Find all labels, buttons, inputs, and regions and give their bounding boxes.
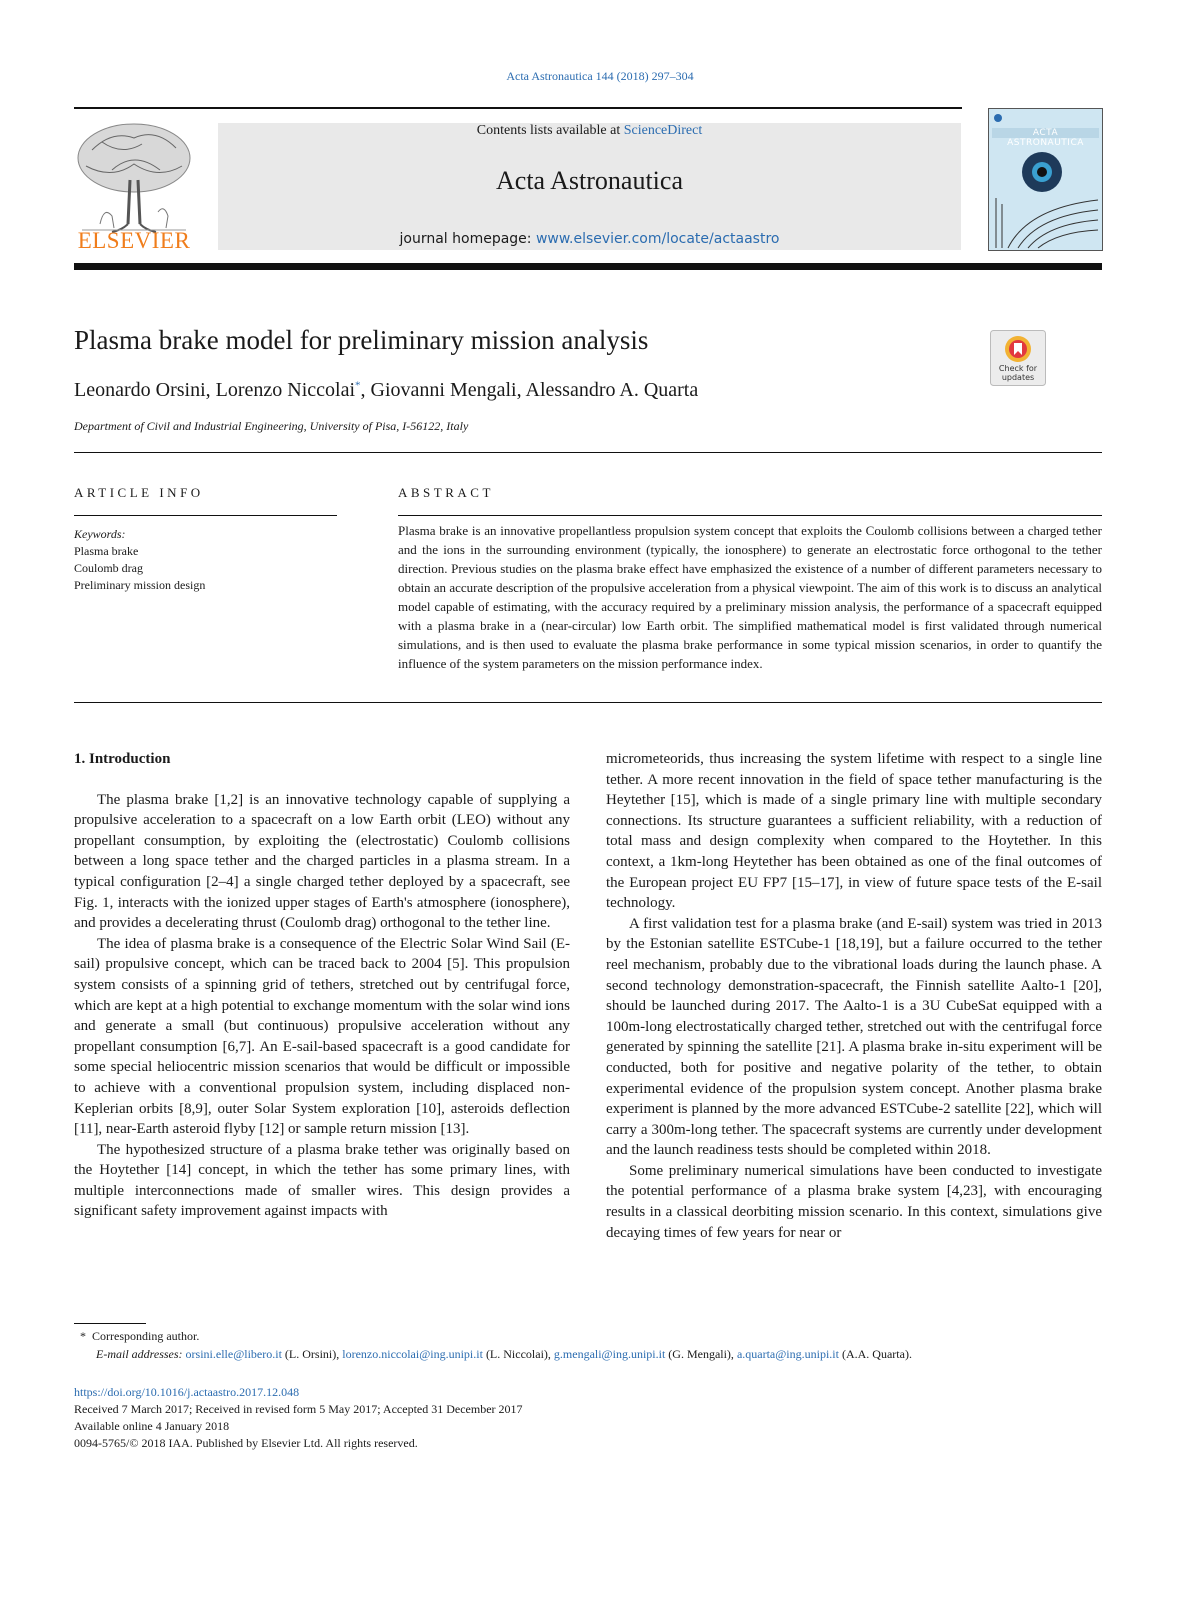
body-column-right [606,749,1102,1243]
divider [398,515,1102,516]
article-title: Plasma brake model for preliminary mission analysis [74,325,649,355]
homepage-link[interactable]: www.elsevier.com/locate/actaastro [535,231,780,247]
journal-citation[interactable]: Acta Astronautica 144 (2018) 297–304 [506,69,694,83]
keywords-block [74,526,205,594]
paragraph: micrometeorids, thus increasing the system lifetime with respect to a single line tether. A more recent innovation in the field of space tether manufacturing is the Heytether [15], which is made of a single primary line with multiple secondary connections. Its structure guarantees a sufficient reliability, with a reduction of total mass and design complexity when compared to the Hoytether. In this context, a 1km-long Heytether has been obtained as one of the final outcomes of the European project EU FP7 [15–17], in view of future space tests of the E-sail technology. [606,751,1102,912]
online-line: Available online 4 January 2018 [74,1419,230,1433]
publication-info [74,1384,523,1452]
paragraph: The plasma brake [1,2] is an innovative technology capable of supplying a propulsive acceleration to a spacecraft on a low Earth orbit (LEO) without any propellant consumption, by exploiting the (electrostatic) Coulomb collisions between a long space tether and the charged particles in a plasma stream. In a typical configuration [2–4] a single charged tether deployed by a spacecraft, see Fig. 1, interacts with the ionized upper stages of Earth's atmosphere (ionosphere), and provides a decelerating thrust (Coulomb drag) orthogonal to the tether line. [74,791,570,932]
header-thick-rule [74,263,1102,270]
header-rule [74,107,962,109]
article-info-heading: ARTICLE INFO [74,485,204,500]
corresponding-text: Corresponding author. [92,1329,200,1343]
paragraph: A first validation test for a plasma brake (and E-sail) system was tried in 2013 by the Estonian satellite ESTCube-1 [18,19], but a failure occurred to the tether reel mechanism, probably due to the vibrational loads during the launch phase. A second technology demonstration-spacecraft, the Finnish satellite Aalto-1 [20], should be launched during 2017. The Aalto-1 is a 3U CubeSat equipped with a 100m-long electrostatically charged tether, stretched out with the centrifugal force generated by spinning the satellite [21]. A plasma brake in-situ experiment will be conducted, both for positive and negative polarity of the tether, to obtain experimental evidence of the propulsion system concept. Another plasma brake experiment is planned by the more advanced ESTCube-2 satellite [22], which will carry a 300m-long tether. The spacecraft systems are currently under development and the launch readiness tests should be completed within 2018. [606,915,1102,1159]
paragraph: The hypothesized structure of a plasma brake tether was originally based on the Hoytether [14] concept, in which the tether has some primary lines, with multiple interconnections made of smaller wires. This design provides a significant safety improvement against impacts with [74,1141,570,1220]
homepage-prefix: journal homepage: [399,231,536,247]
contents-prefix: Contents lists available at [476,123,624,138]
body-column-left [74,749,570,1222]
email-label: E-mail addresses: [96,1347,183,1361]
email-link[interactable]: orsini.elle@libero.it [185,1347,282,1361]
keywords-label: Keywords: [74,527,126,541]
email-link[interactable]: g.mengali@ing.unipi.it [553,1347,666,1361]
abstract-heading: ABSTRACT [398,485,494,500]
contents-line [218,123,961,139]
section-title: 1. Introduction [74,751,171,767]
abstract-text: Plasma brake is an innovative propellantless propulsion system concept that exploits the Coulomb collisions between a charged tether and the ions in the surrounding environment (typically, the ionosphere) to generate an electrostatic force orthogonal to the tether direction. Previous studies on the plasma brake effect have emphasized the existence of a number of different parameters necessary to obtain an accurate description of the propulsive acceleration from a physical viewpoint. The aim of this work is to discuss an analytical model capable of estimating, with the accuracy required by a preliminary mission analysis, the performance of a spacecraft equipped with a plasma brake in a (near-circular) low Earth orbit. The simplified mathematical model is first validated through numerical simulations, and is then used to evaluate the plasma brake performance in some typical mission scenarios, in order to quantify the influence of the system parameters on the mission performance index. [398,523,1102,671]
journal-title: Acta Astronautica [496,166,683,195]
corresponding-note [80,1327,912,1345]
paragraph: The idea of plasma brake is a consequence of the Electric Solar Wind Sail (E-sail) propulsive concept, which can be traced back to 2004 [5]. This propulsion system consists of a spinning grid of tethers, stretched out by centrifugal force, which are kept at a high potential to exchange momentum with the solar wind ions and generate a small (but continuous) propulsive acceleration without any propellant consumption [6,7]. An E-sail-based spacecraft is a good candidate for some special heliocentric mission scenarios that would be difficult or impossible to achieve with a conventional propulsion system, including displaced non-Keplerian orbits [8,9], outer Solar System exploration [10], asteroids deflection [11], near-Earth asteroid flyby [12] or sample return mission [13]. [74,935,570,1138]
divider [74,702,1102,703]
journal-cover[interactable] [988,108,1103,251]
footnote-rule [74,1323,146,1324]
email-line [80,1345,912,1363]
paragraph: Some preliminary numerical simulations have been conducted to investigate the potential performance of a plasma brake system [4,23], with encouraging results in a classical deorbiting mission scenario. In this context, simulations give decaying times of few years for near or [606,1162,1102,1241]
footnote-mark: * [80,1329,86,1343]
check-updates-line-1: Check for [998,364,1038,373]
email-owner: (L. Orsini), [281,1347,343,1361]
sciencedirect-link[interactable]: ScienceDirect [623,123,703,138]
footnotes [80,1327,912,1363]
divider [74,452,1102,453]
authors-first: Leonardo Orsini, Lorenzo Niccolai [74,379,356,401]
affiliation: Department of Civil and Industrial Engineering, University of Pisa, I-56122, Italy [74,419,469,433]
corresponding-author-mark[interactable]: * [355,379,361,392]
check-for-updates-badge[interactable] [990,330,1046,386]
homepage-line [218,231,961,247]
cover-title: ACTA ASTRONAUTICA [1007,128,1084,148]
email-owner: (L. Niccolai), [482,1347,554,1361]
elsevier-logo[interactable] [72,120,196,252]
check-updates-line-2: updates [1001,373,1035,382]
doi-link[interactable]: https://doi.org/10.1016/j.actaastro.2017.12.048 [74,1385,300,1399]
keyword: Plasma brake [74,544,139,558]
email-link[interactable]: a.quarta@ing.unipi.it [736,1347,839,1361]
keyword: Preliminary mission design [74,578,206,592]
publisher-name: ELSEVIER [77,228,191,253]
email-link[interactable]: lorenzo.niccolai@ing.unipi.it [342,1347,483,1361]
author-list [74,379,698,402]
email-owner: (A.A. Quarta). [838,1347,912,1361]
history-line: Received 7 March 2017; Received in revised form 5 May 2017; Accepted 31 December 2017 [74,1402,523,1416]
journal-banner [218,123,961,250]
divider [74,515,337,516]
authors-rest: , Giovanni Mengali, Alessandro A. Quarta [360,379,699,401]
keyword: Coulomb drag [74,561,143,575]
copyright-line: 0094-5765/© 2018 IAA. Published by Elsevier Ltd. All rights reserved. [74,1436,418,1450]
email-owner: (G. Mengali), [665,1347,737,1361]
check-updates-label [990,364,1046,382]
